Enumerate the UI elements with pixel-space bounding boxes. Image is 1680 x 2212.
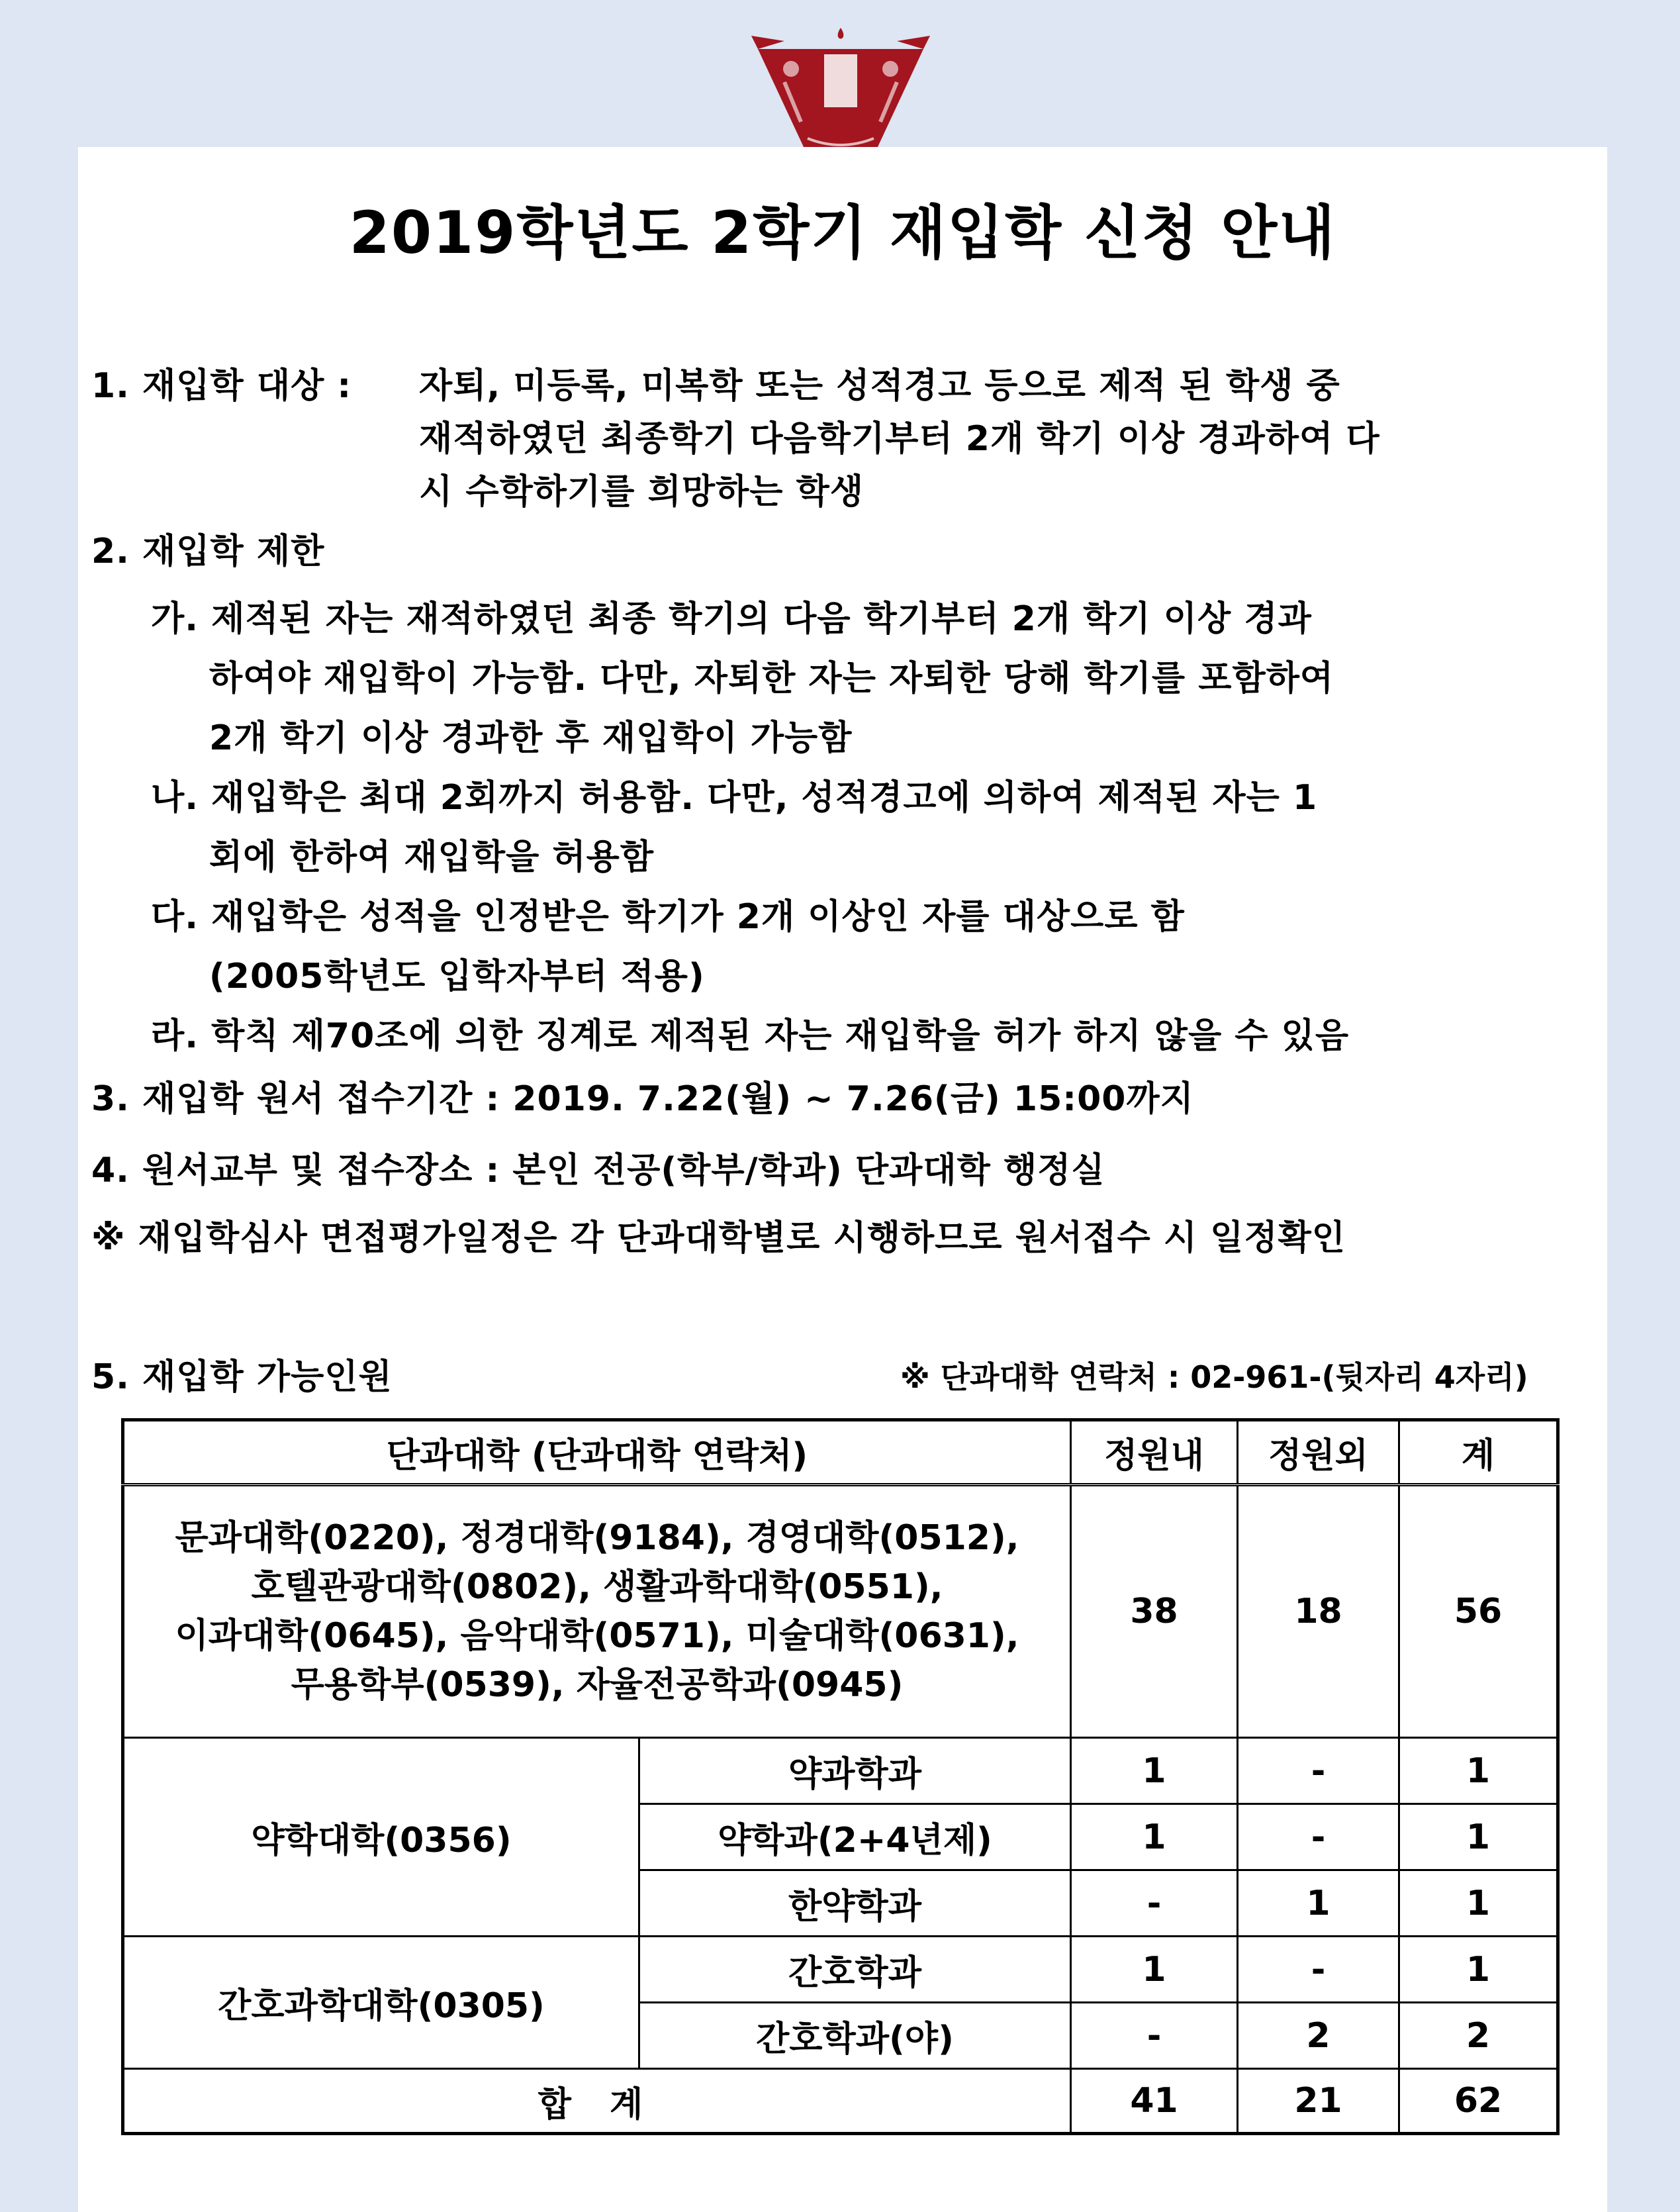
section-2-da-line-2: (2005학년도 입학자부터 적용) (209, 957, 705, 996)
section-1-line-1: 자퇴, 미등록, 미복학 또는 성적경고 등으로 제적 된 학생 중 (419, 366, 1340, 406)
table-row (123, 1485, 1558, 1738)
total-value: 1 (1399, 1738, 1558, 1804)
section-4-application-place: 4. 원서교부 및 접수장소 : 본인 전공(학부/학과) 단과대학 행정실 (91, 1151, 1105, 1190)
section-1-line-3: 시 수학하기를 희망하는 학생 (419, 472, 864, 512)
section-2-ga-line-3: 2개 학기 이상 경과한 후 재입학이 가능함 (209, 718, 853, 758)
table-row (123, 1937, 1558, 2003)
total-value: 56 (1399, 1485, 1558, 1738)
out-quota-value: - (1238, 1738, 1399, 1804)
page-title: 2019학년도 2학기 재입학 신청 안내 (349, 199, 1336, 267)
sum-label: 합 계 (123, 2069, 1071, 2134)
in-quota-value: 1 (1071, 1738, 1238, 1804)
notice-page (78, 147, 1607, 2212)
section-2-ga-line-1: 가. 제적된 자는 재적하였던 최종 학기의 다음 학기부터 2개 학기 이상 경과 (151, 599, 1312, 639)
sum-in-quota: 41 (1071, 2069, 1238, 2134)
interview-schedule-note: ※ 재입학심사 면접평가일정은 각 단과대학별로 시행하므로 원서접수 시 일정확인 (91, 1218, 1346, 1258)
header-total: 계 (1399, 1420, 1558, 1485)
section-2-ga-line-2: 하여야 재입학이 가능함. 다만, 자퇴한 자는 자퇴한 당해 학기를 포함하여 (209, 659, 1334, 698)
total-value: 1 (1399, 1870, 1558, 1937)
university-emblem (745, 23, 937, 155)
section-2-na-line-1: 나. 재입학은 최대 2회까지 허용함. 다만, 성적경고에 의하여 제적된 자는 1 (151, 778, 1318, 818)
out-quota-value: 2 (1238, 2003, 1399, 2069)
section-5-label: 5. 재입학 가능인원 (91, 1357, 393, 1397)
general-colleges-cell (123, 1485, 1071, 1738)
department-cell: 간호학과 (639, 1937, 1071, 2003)
department-cell: 한약학과 (639, 1870, 1071, 1937)
table-sum-row (123, 2069, 1558, 2134)
section-2-ra-line-1: 라. 학칙 제70조에 의한 징계로 제적된 자는 재입학을 허가 하지 않을 수 있음 (151, 1016, 1350, 1056)
department-cell: 간호학과(야) (639, 2003, 1071, 2069)
section-2-na-line-2: 회에 한하여 재입학을 허용함 (209, 838, 655, 877)
nursing-college-cell: 간호과학대학(0305) (123, 1937, 639, 2069)
general-colleges-line: 호텔관광대학(0802), 생활과학대학(0551), (251, 1567, 943, 1607)
in-quota-value: - (1071, 1870, 1238, 1937)
in-quota-value: 38 (1071, 1485, 1238, 1738)
out-quota-value: - (1238, 1804, 1399, 1870)
sum-out-quota: 21 (1238, 2069, 1399, 2134)
total-value: 1 (1399, 1937, 1558, 2003)
sum-total: 62 (1399, 2069, 1558, 2134)
department-cell: 약학과(2+4년제) (639, 1804, 1071, 1870)
out-quota-value: - (1238, 1937, 1399, 2003)
header-out-quota: 정원외 (1238, 1420, 1399, 1485)
in-quota-value: 1 (1071, 1937, 1238, 2003)
out-quota-value: 1 (1238, 1870, 1399, 1937)
total-value: 2 (1399, 2003, 1558, 2069)
out-quota-value: 18 (1238, 1485, 1399, 1738)
section-3-application-period: 3. 재입학 원서 접수기간 : 2019. 7.22(월) ~ 7.26(금) 15:00까지 (91, 1079, 1194, 1119)
contact-number-note: ※ 단과대학 연락처 : 02-961-(뒷자리 4자리) (900, 1359, 1528, 1395)
table-row (123, 1738, 1558, 1804)
header-in-quota: 정원내 (1071, 1420, 1238, 1485)
general-colleges-line: 무용학부(0539), 자율전공학과(0945) (291, 1665, 904, 1705)
section-1-label: 1. 재입학 대상 : (91, 366, 352, 406)
section-2-label: 2. 재입학 제한 (91, 532, 325, 571)
table-header-row (123, 1420, 1558, 1485)
total-value: 1 (1399, 1804, 1558, 1870)
quota-table (121, 1418, 1560, 2135)
in-quota-value: 1 (1071, 1804, 1238, 1870)
general-colleges-line: 문과대학(0220), 정경대학(9184), 경영대학(0512), (175, 1518, 1019, 1558)
section-1-line-2: 재적하였던 최종학기 다음학기부터 2개 학기 이상 경과하여 다 (419, 419, 1380, 459)
department-cell: 약과학과 (639, 1738, 1071, 1804)
header-college: 단과대학 (단과대학 연락처) (123, 1420, 1071, 1485)
section-2-da-line-1: 다. 재입학은 성적을 인정받은 학기가 2개 이상인 자를 대상으로 함 (151, 897, 1185, 937)
in-quota-value: - (1071, 2003, 1238, 2069)
pharmacy-college-cell: 약학대학(0356) (123, 1738, 639, 1937)
general-colleges-line: 이과대학(0645), 음악대학(0571), 미술대학(0631), (175, 1616, 1019, 1656)
